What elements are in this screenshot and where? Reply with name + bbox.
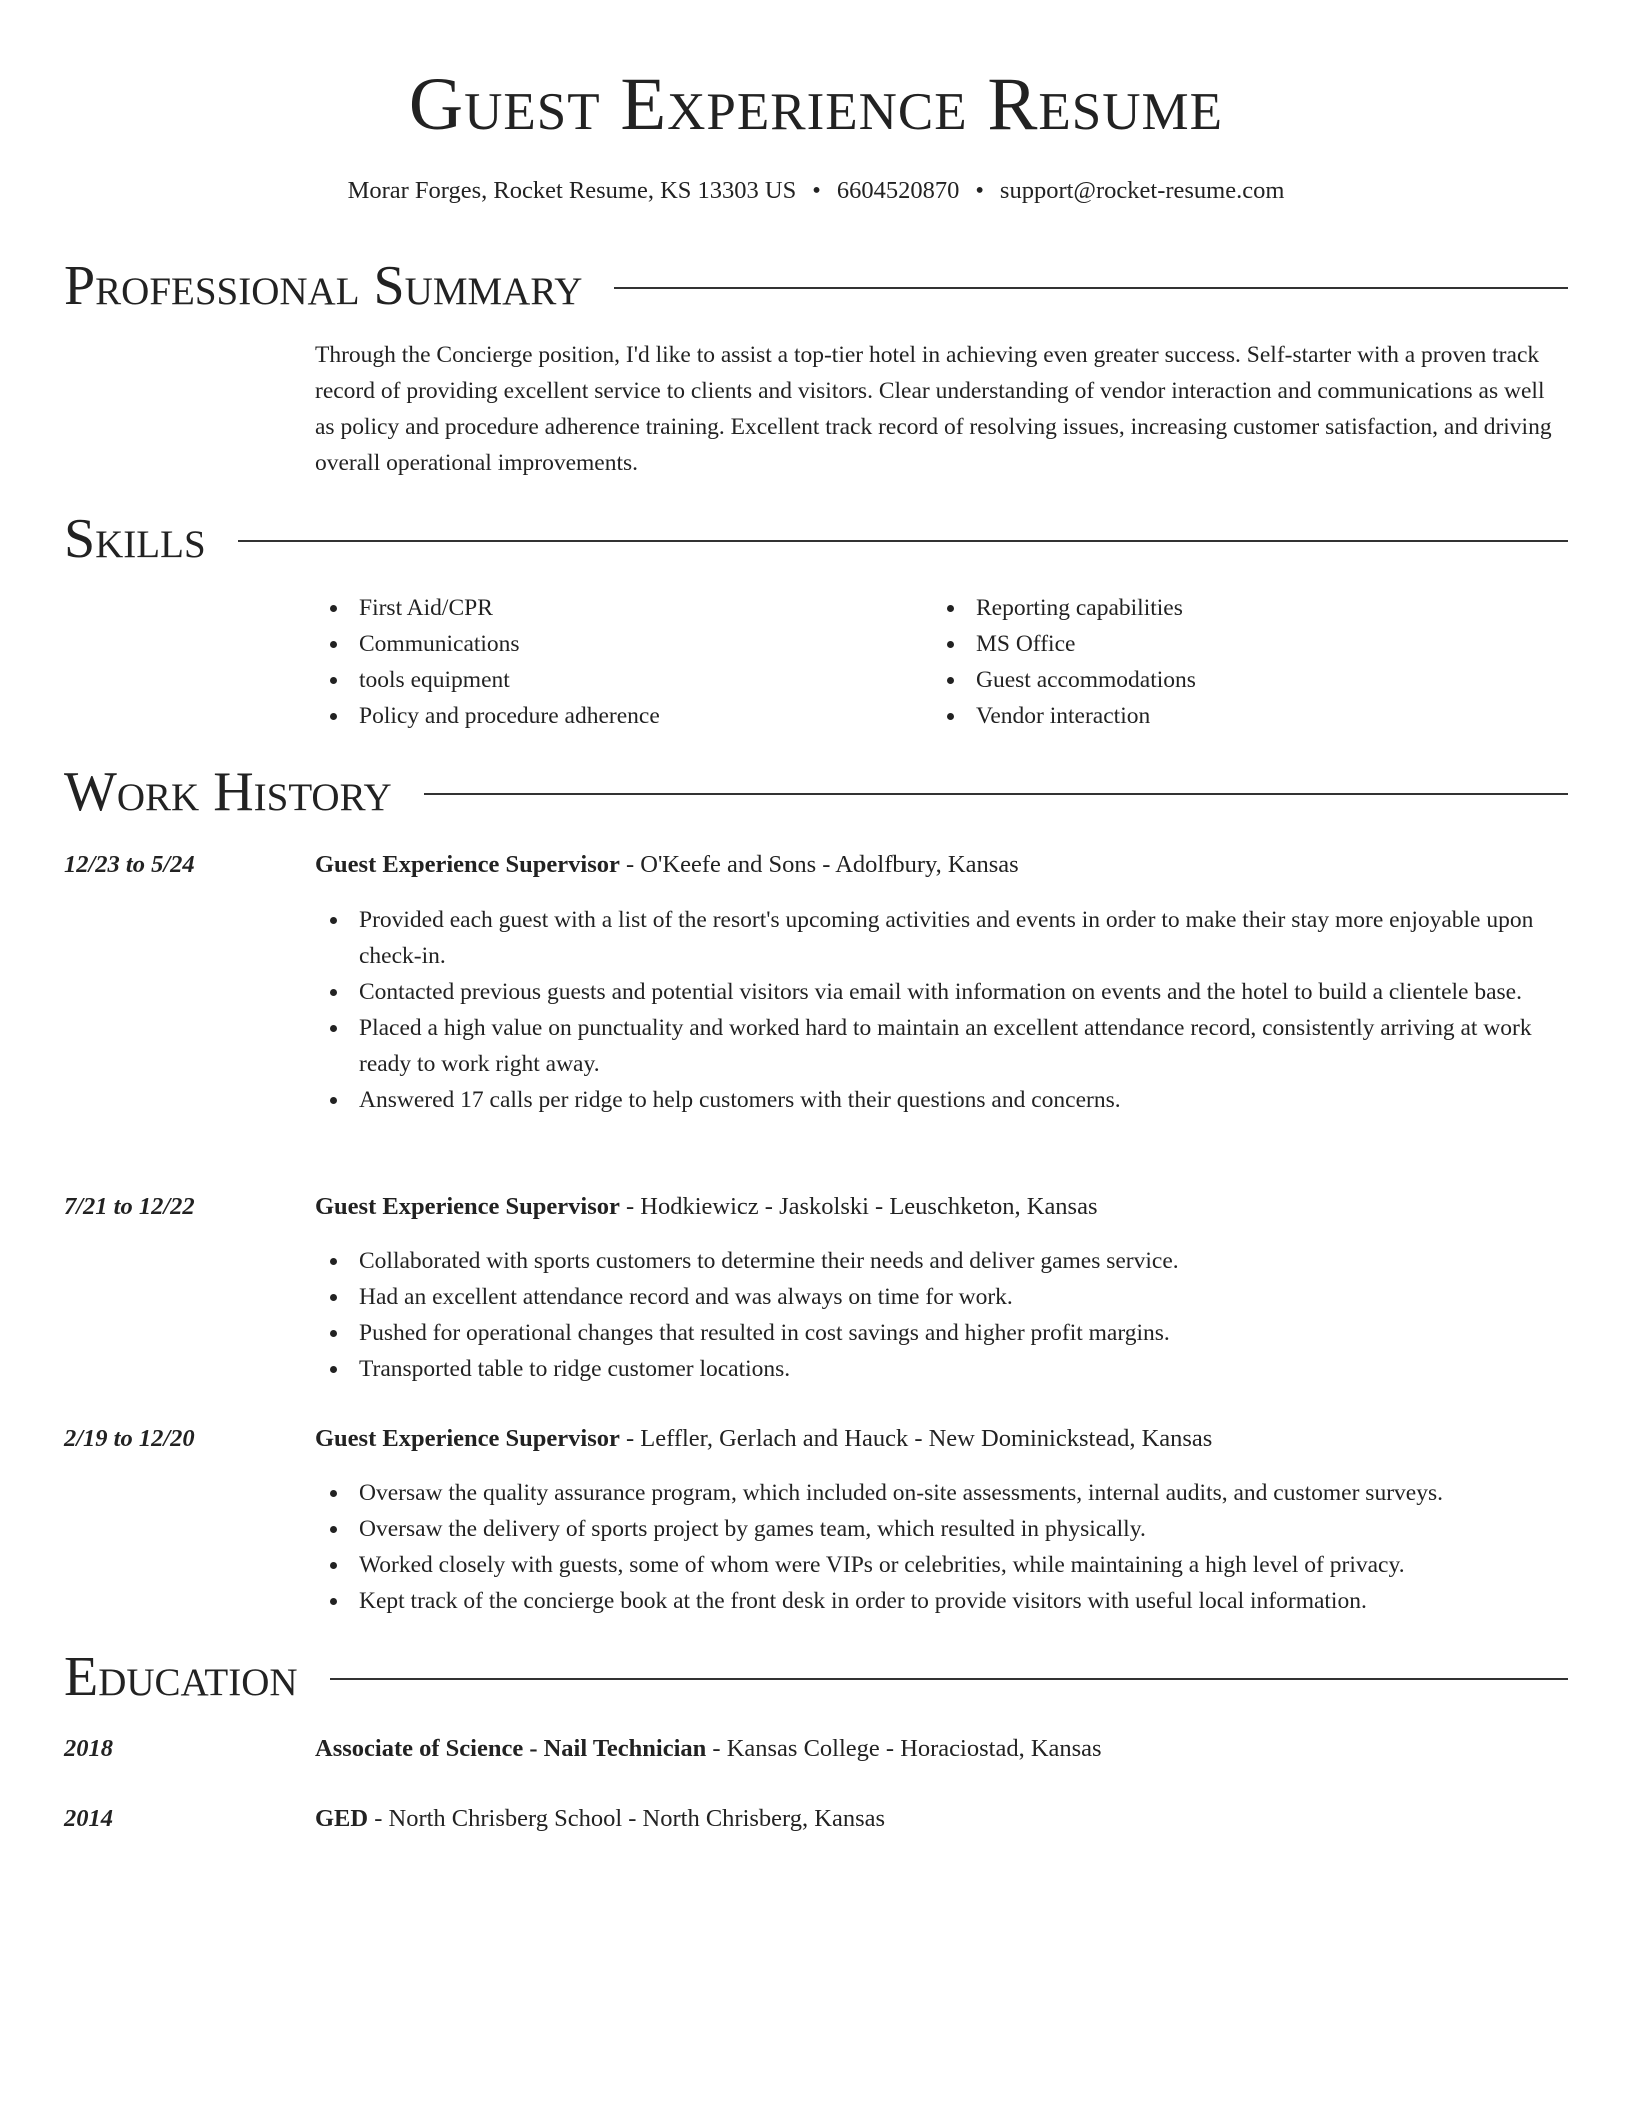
contact-line: [0, 174, 1632, 208]
skills-heading: Skills: [64, 508, 206, 570]
contact-address: Morar Forges, Rocket Resume, KS 13303 US: [347, 177, 797, 204]
skills-list-left: [315, 590, 915, 734]
education-school: - North Chrisberg School - North Chrisberg, Kansas: [368, 1805, 886, 1832]
summary-section-header: [64, 254, 1568, 318]
skill-item: MS Office: [932, 626, 1532, 662]
job-heading: [315, 1422, 1568, 1456]
work-section-header: [64, 760, 1568, 824]
contact-separator: •: [975, 177, 984, 204]
summary-text: Through the Concierge position, I'd like to assist a top-tier hotel in achieving even greater success. Self-starter with a proven track record of providing excellent service to clients and visitors. Clear understanding of vendor interaction and communications as well as policy and procedure adherence training. Excellent track record of resolving issues, increasing customer satisfaction, and driving overall operational improvements.: [315, 342, 1552, 476]
contact-phone: 6604520870: [836, 177, 960, 204]
duty-item: Answered 17 calls per ridge to help customers with their questions and concerns.: [315, 1082, 1568, 1118]
education-school: - Kansas College - Horaciostad, Kansas: [706, 1735, 1102, 1762]
duty-item: Oversaw the quality assurance program, which included on-site assessments, internal audits, and customer surveys.: [315, 1475, 1568, 1511]
job-duties: [315, 1243, 1568, 1387]
duty-item: Kept track of the concierge book at the front desk in order to provide visitors with useful local information.: [315, 1583, 1568, 1619]
education-heading: Education: [64, 1646, 298, 1708]
job-heading: [315, 1190, 1568, 1224]
duty-item: Transported table to ridge customer locations.: [315, 1351, 1568, 1387]
work-heading: Work History: [64, 761, 392, 823]
skill-item: Guest accommodations: [932, 662, 1532, 698]
education-degree: GED: [315, 1805, 369, 1832]
skills-list-right: [932, 590, 1532, 734]
skills-section-header: [64, 507, 1568, 571]
job-duties: [315, 902, 1568, 1118]
duty-item: Placed a high value on punctuality and worked hard to maintain an excellent attendance record, consistently arriving at work ready to work right away.: [315, 1010, 1568, 1082]
education-entry: [315, 1802, 1568, 1836]
duty-item: Oversaw the delivery of sports project by games team, which resulted in physically.: [315, 1511, 1568, 1547]
education-degree: Associate of Science - Nail Technician: [315, 1735, 707, 1762]
duty-item: Worked closely with guests, some of whom were VIPs or celebrities, while maintaining a high level of privacy.: [315, 1547, 1568, 1583]
job-dates: 7/21 to 12/22: [64, 1193, 195, 1220]
skill-item: tools equipment: [315, 662, 915, 698]
education-year: 2014: [64, 1805, 113, 1832]
skill-item: First Aid/CPR: [315, 590, 915, 626]
skill-item: Vendor interaction: [932, 698, 1532, 734]
section-divider: [614, 287, 1568, 289]
skill-item: Communications: [315, 626, 915, 662]
job-duties: [315, 1475, 1568, 1619]
resume-title: Guest Experience Resume: [408, 63, 1224, 146]
skill-item: Policy and procedure adherence: [315, 698, 915, 734]
duty-item: Collaborated with sports customers to determine their needs and deliver games service.: [315, 1243, 1568, 1279]
section-divider: [424, 793, 1568, 795]
job-employer: - Leffler, Gerlach and Hauck - New Dominickstead, Kansas: [619, 1425, 1213, 1452]
job-dates: 2/19 to 12/20: [64, 1425, 195, 1452]
section-divider: [330, 1678, 1568, 1680]
education-year: 2018: [64, 1735, 113, 1762]
job-title: Guest Experience Supervisor: [315, 1193, 620, 1220]
job-dates: 12/23 to 5/24: [64, 851, 195, 878]
skill-item: Reporting capabilities: [932, 590, 1532, 626]
contact-separator: •: [812, 177, 821, 204]
education-entry: [315, 1732, 1568, 1766]
duty-item: Provided each guest with a list of the resort's upcoming activities and events in order to make their stay more enjoyable upon check-in.: [315, 902, 1568, 974]
job-employer: - O'Keefe and Sons - Adolfbury, Kansas: [619, 851, 1019, 878]
duty-item: Contacted previous guests and potential visitors via email with information on events and the hotel to build a clientele base.: [315, 974, 1568, 1010]
section-divider: [238, 540, 1568, 542]
job-title: Guest Experience Supervisor: [315, 851, 620, 878]
education-section-header: [64, 1645, 1568, 1709]
job-title: Guest Experience Supervisor: [315, 1425, 620, 1452]
summary-heading: Professional Summary: [64, 255, 583, 317]
job-heading: [315, 848, 1568, 882]
contact-email: support@rocket-resume.com: [999, 177, 1285, 204]
duty-item: Pushed for operational changes that resulted in cost savings and higher profit margins.: [315, 1315, 1568, 1351]
duty-item: Had an excellent attendance record and was always on time for work.: [315, 1279, 1568, 1315]
job-employer: - Hodkiewicz - Jaskolski - Leuschketon, Kansas: [619, 1193, 1098, 1220]
